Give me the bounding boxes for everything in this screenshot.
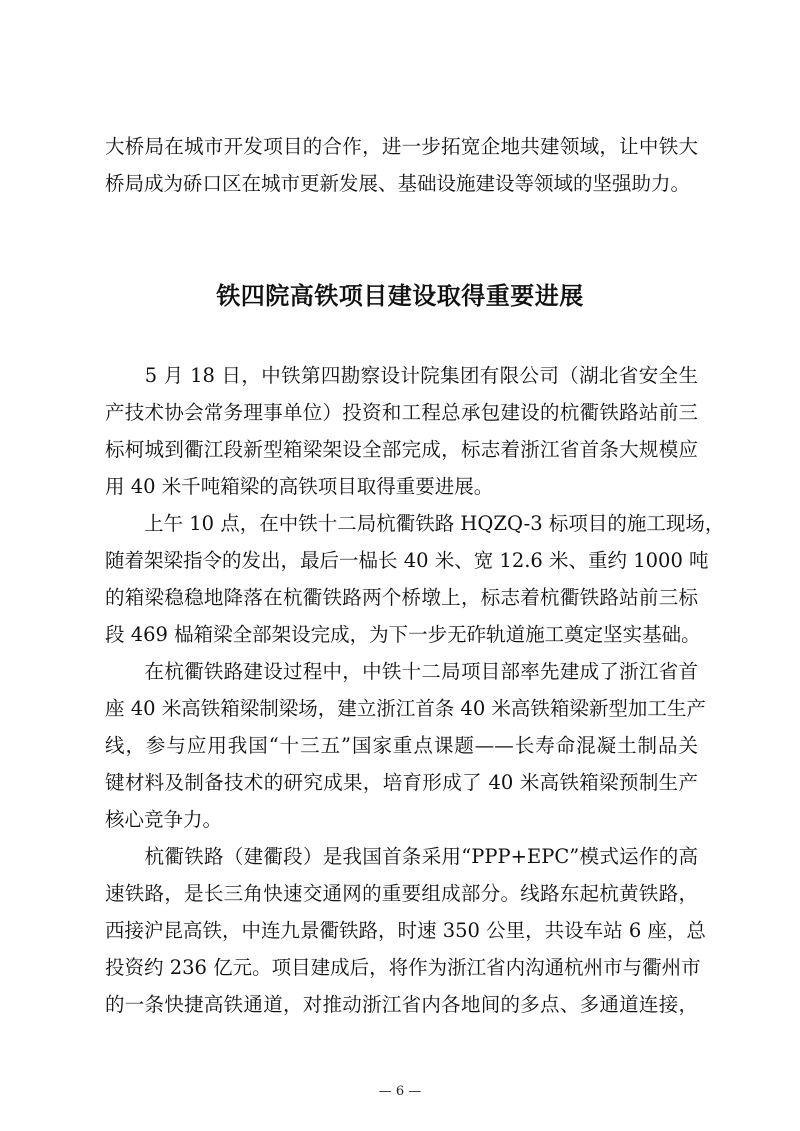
paragraph-3 [105, 653, 706, 838]
text-line: 核心竞争力。 [105, 808, 223, 831]
text-line: 键材料及制备技术的研究成果，培育形成了 40 米高铁箱梁预制生产 [105, 771, 698, 794]
text-line: 段 469 榀箱梁全部架设完成，为下一步无砟轨道施工奠定坚实基础。 [105, 623, 701, 646]
text-line: 的箱梁稳稳地降落在杭衢铁路两个桥墩上，标志着杭衢铁路站前三标 [105, 586, 698, 609]
text-line: 桥局成为硚口区在城市更新发展、基础设施建设等领域的坚强助力。 [105, 172, 691, 195]
paragraph-4 [105, 838, 706, 1023]
intro-paragraph [105, 128, 698, 202]
text-line: 随着架梁指令的发出，最后一榀长 40 米、宽 12.6 米、重约 1000 吨 [105, 549, 709, 572]
text-line: 5 月 18 日，中铁第四勘察设计院集团有限公司（湖北省安全生 [105, 364, 698, 387]
text-line: 座 40 米高铁箱梁制梁场，建立浙江首条 40 米高铁箱梁新型加工生产 [105, 697, 706, 720]
text-line: 在杭衢铁路建设过程中，中铁十二局项目部率先建成了浙江省首 [105, 660, 698, 683]
text-line: 速铁路，是长三角快速交通网的重要组成部分。线路东起杭黄铁路， [105, 882, 698, 905]
page-number: — 6 — [378, 1084, 422, 1099]
article-title: 铁四院高铁项目建设取得重要进展 [216, 282, 584, 310]
text-line: 杭衢铁路（建衢段）是我国首条采用“PPP+EPC”模式运作的高 [105, 845, 698, 868]
text-line: 标柯城到衢江段新型箱梁架设全部完成，标志着浙江省首条大规模应 [105, 438, 698, 461]
text-line: 上午 10 点，在中铁十二局杭衢铁路 HQZQ-3 标项目的施工现场， [105, 512, 725, 535]
text-line: 投资约 236 亿元。项目建成后，将作为浙江省内沟通杭州市与衢州市 [105, 956, 701, 979]
text-line: 线，参与应用我国“十三五”国家重点课题——长寿命混凝土制品关 [105, 734, 698, 757]
text-line: 大桥局在城市开发项目的合作，进一步拓宽企地共建领域，让中铁大 [105, 135, 698, 158]
paragraph-1 [105, 357, 698, 505]
text-line: 产技术协会常务理事单位）投资和工程总承包建设的杭衢铁路站前三 [105, 401, 698, 424]
text-line: 的一条快捷高铁通道，对推动浙江省内各地间的多点、多通道连接， [105, 993, 698, 1016]
text-line: 用 40 米千吨箱梁的高铁项目取得重要进展。 [105, 475, 494, 498]
paragraph-2 [105, 505, 725, 653]
text-line: 西接沪昆高铁，中连九景衢铁路，时速 350 公里，共设车站 6 座，总 [105, 919, 706, 942]
